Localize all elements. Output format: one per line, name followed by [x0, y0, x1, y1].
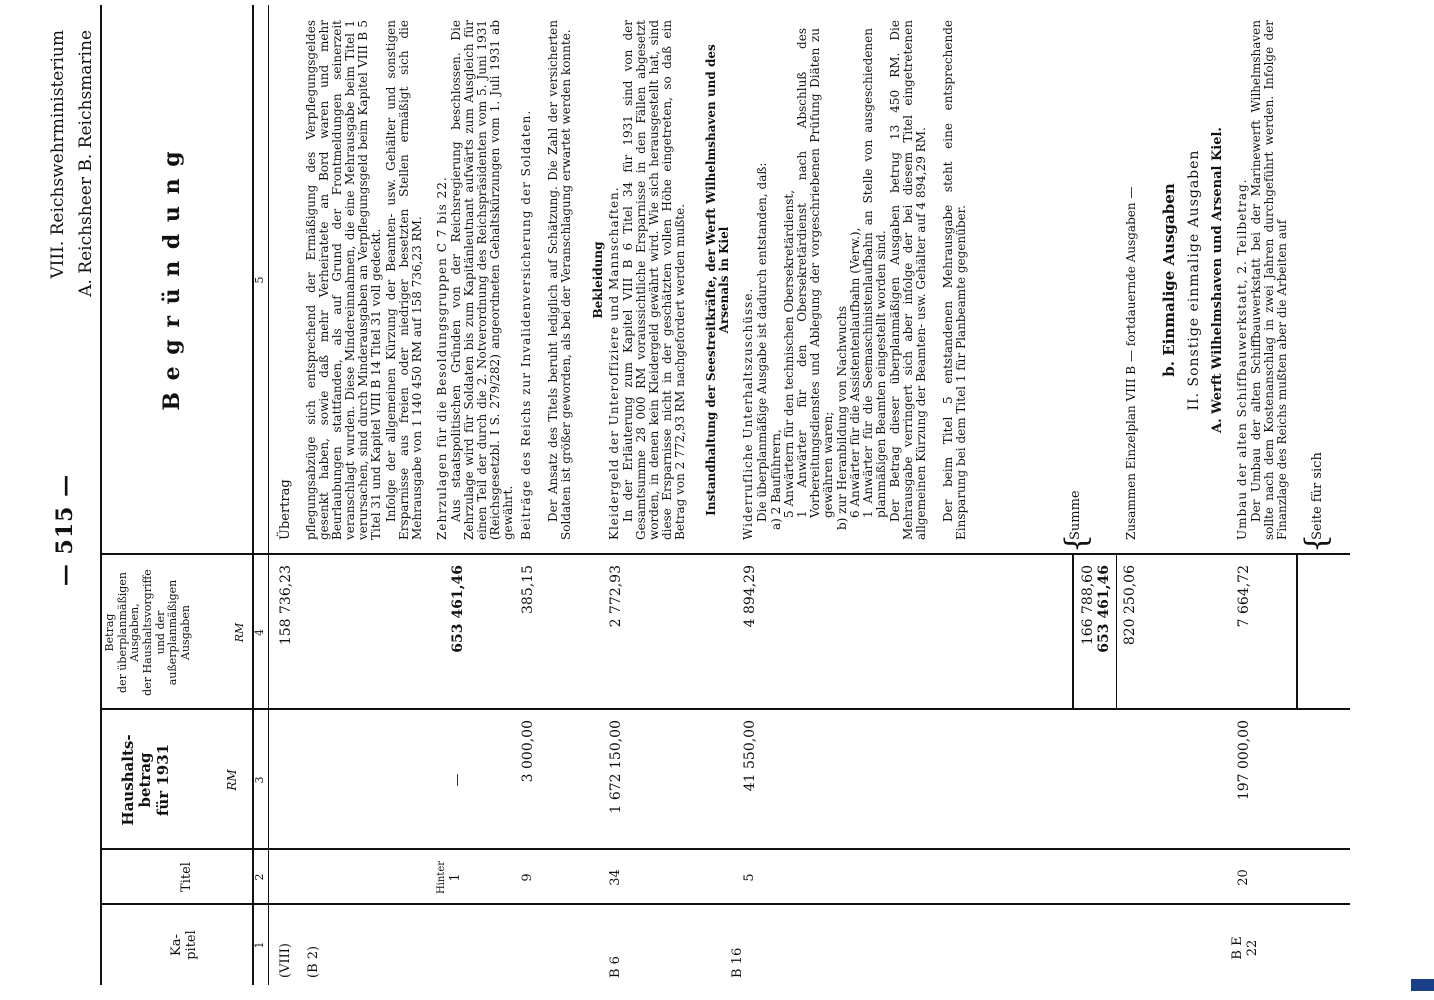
amount-summe-2: 653 461,46: [1096, 565, 1112, 653]
subhead-instandhaltung: Instandhaltung der Seestreitkräfte, der Werft Wilhelmshaven und des Arsenals in Kiel: [704, 44, 731, 516]
text-b16-b-assistenten: 6 Anwärter für die Assistentenlaufbahn (Verw.),: [848, 227, 862, 518]
header-kapitel: Ka- pitel: [169, 930, 199, 960]
amount-uebertrag: 158 736,23: [278, 565, 294, 646]
haushalt-b6: 1 672 150,00: [608, 720, 624, 814]
header-haushaltsbetrag: Haushalts- betrag für 1931: [119, 734, 172, 826]
kapitel-b2: (B 2): [306, 945, 321, 978]
text-b2-verpflegung: pflegungsabzüge sich entsprechend der Ermäßigung des Verpflegungsgeldes gesenkt haben, sowie daß mehr Verheiratete an Bord waren und mehr Beurlaubungen stattfanden, als auf Grund der Frontmeldungen seinerzeit veranschlagt wurden. Diese Mindereinnahmen, die eine Mehrausgabe beim Titel 1 verursachen, sind durch Minderausgaben an Verpflegungsgeld beim Kapitel VIII B 5 Titel 31 und Kapitel VIII B 14 Titel 31 voll gedeckt.: [304, 20, 383, 540]
column-number: 3: [253, 776, 266, 784]
text-b2-kuerzung: Infolge der allgemeinen Kürzung der Beamten- usw. Gehälter und sonstigen Ersparnisse aus freien oder niedriger besetzten Stellen ermäßigt sich die Mehrausgabe von 1 140 450 RM auf 158 736,23 RM.: [384, 20, 424, 540]
label-uebertrag: Übertrag: [278, 479, 293, 540]
ministry-title: VIII. Reichswehrministerium: [48, 30, 68, 279]
text-b16-b: b) zur Heranbildung von Nachwuchs: [835, 305, 849, 530]
amount-be22: 7 664,72: [1236, 565, 1252, 628]
header-betrag: Betrag der überplanmäßigen Ausgaben, der Haushaltsvorgriffe und der außerplanmäßigen Ausgaben: [103, 569, 192, 696]
column-number: 1: [253, 941, 266, 949]
heading-unterhaltszuschuesse: Widerrufliche Unterhaltszuschüsse.: [741, 287, 755, 540]
amount-beitraege: 385,15: [520, 565, 536, 614]
titel-be22: 20: [1236, 869, 1251, 886]
text-kleidergeld: In der Erläuterung zum Kapitel VIII B 6 Titel 34 für 1931 sind von der Gesamtsumme 28 000 RM voraussichtliche Ersparnisse in den Fällen abgesetzt worden, in denen kein Kleidergeld gewährt wird. Wie sich herausgestellt hat, sind diese Ersparnisse nicht in der geschätzten vollen Höhe eingetreten, so daß ein Betrag von 2 772,93 RM nachgefordert werden mußte.: [621, 20, 687, 540]
kapitel-uebertrag: (VIII): [278, 943, 293, 978]
sum-rule: [1072, 555, 1074, 710]
text-zehrzulagen: Aus staatspolitischen Gründen von der Reichsregierung beschlossen. Die Zehrzulage wird für Soldaten bis zum Kapitänleutnant aufwärts zum Ausgleich für einen Teil der durch die 2. Notverordnung des Reichspräsidenten vom 5. Juni 1931 (Reichsgesetzbl. I S. 279/282) angeordneten Gehaltskürzungen vom 1. Juli 1931 ab gewährt.: [449, 20, 515, 540]
titel-b16: 5: [742, 873, 757, 882]
amount-zusammen: 820 250,06: [1122, 565, 1138, 646]
titel-zulagen: 1: [448, 873, 463, 882]
heading-zehrzulagen: Zehrzulagen für die Besoldungsgruppen C 7 bis 22.: [435, 176, 449, 540]
brace-icon: {: [1059, 533, 1094, 553]
text-b16-intro: Die überplanmäßige Ausgabe ist dadurch entstanden, daß:: [755, 162, 769, 522]
text-b16-a-obersekretaer: 1 Anwärter für den Obersekretärdienst nach Abschluß des Vorbereitungsdienstes und Ablegung der vorgeschriebenen Prüfung Diäten zu gewähren waren;: [795, 28, 835, 518]
column-divider: [100, 903, 1350, 905]
heading-umbau: Umbau der alten Schiffbauwerkstatt, 2. Teilbetrag.: [1235, 178, 1249, 540]
header-begruendung: B e g r ü n d u n g: [159, 149, 185, 411]
haushalt-b16: 41 550,00: [742, 720, 758, 792]
header-haushalt-unit: RM: [225, 769, 239, 791]
text-b16-b-seemaschinisten: 1 Anwärter für die Seemaschinistenlaufbahn an Stelle von ausgeschiedenen planmäßigen Beamten eingestellt worden sind.: [861, 28, 888, 518]
subhead-bekleidung: Bekleidung: [591, 241, 605, 319]
section-title: A. Reichsheer B. Reichsmarine: [76, 30, 96, 297]
amount-zulagen: 653 461,46: [450, 565, 466, 653]
label-summe: Summe: [1068, 490, 1083, 540]
column-number: 4: [253, 629, 266, 636]
text-b16-betrag: Der Betrag dieser überplanmäßigen Ausgaben betrug 13 450 RM. Die Mehrausgabe verringert sich aber infolge der bei diesem Titel eingetretenen allgemeinen Kürzung der Beamten- usw. Gehälter auf 4 894,29 RM.: [888, 20, 928, 540]
haushalt-be22: 197 000,00: [1236, 720, 1252, 801]
header-titel: Titel: [179, 862, 194, 892]
kapitel-b6: B 6: [608, 956, 623, 978]
dfg-logo: [1411, 979, 1434, 991]
column-number-rule: [268, 5, 269, 985]
header-betrag-unit: RM: [233, 622, 246, 643]
total-rule: [1116, 555, 1117, 710]
text-umbau: Der Umbau der alten Schiffbauwerkstatt bei der Marinewerft Wilhelmshaven sollte nach dem Kostenanschlag in zwei Jahren durchgeführt werden. Infolge der Finanzlage des Reichs mußten aber die Arbeiten auf: [1249, 20, 1289, 540]
page-number: — 515 —: [52, 473, 78, 587]
bottom-sum-rule: [1296, 555, 1298, 710]
brace-icon: {: [1299, 533, 1334, 553]
titel-pre-hinter: Hinter: [436, 860, 447, 895]
label-seite-fuer-sich: Seite für sich: [1310, 452, 1325, 540]
column-number: 5: [253, 276, 266, 284]
amount-summe-1: 166 788,60: [1080, 565, 1096, 646]
amount-b16: 4 894,29: [742, 565, 758, 628]
heading-beitraege: Beiträge des Reichs zur Invalidenversicherung der Soldaten.: [519, 109, 533, 540]
heading-kleidergeld: Kleidergeld der Unteroffiziere und Mannschaften.: [607, 186, 621, 540]
column-number: 2: [253, 873, 266, 881]
dfg-side-note: [1417, 5, 1431, 995]
text-b16-a-anwaerter: 5 Anwärtern für den technischen Obersekretärdienst,: [782, 189, 796, 518]
column-divider: [100, 553, 1350, 555]
heading-einmalige: b. Einmalige Ausgaben: [1160, 183, 1178, 377]
titel-beitraege: 9: [520, 873, 535, 882]
heading-sonstige: II. Sonstige einmalige Ausgaben: [1186, 149, 1202, 411]
haushalt-zulagen: —: [450, 773, 465, 787]
kapitel-be22: B E 22: [1230, 936, 1260, 960]
label-zusammen: Zusammen Einzelplan VIII B — fortdauernde Ausgaben —: [1124, 186, 1138, 540]
haushalt-beitraege: 3 000,00: [520, 720, 536, 783]
titel-b6: 34: [608, 869, 623, 886]
text-b16-a: a) 2 Bauführern,: [769, 429, 783, 530]
heading-werft: A. Werft Wilhelmshaven und Arsenal Kiel.: [1210, 127, 1225, 433]
table-top-rule: [100, 5, 102, 985]
column-divider: [100, 708, 1350, 710]
column-divider: [100, 848, 1350, 850]
kapitel-b16: B 16: [730, 947, 745, 978]
amount-b6: 2 772,93: [608, 565, 624, 628]
text-beitraege: Der Ansatz des Titels beruht lediglich auf Schätzung. Die Zahl der versicherten Soldaten ist größer geworden, als bei der Veranschlagung erwartet werden konnte.: [546, 20, 573, 540]
text-b16-einsparung: Der beim Titel 5 entstandenen Mehrausgabe steht eine entsprechende Einsparung bei dem Titel 1 für Planbeamte gegenüber.: [941, 20, 968, 540]
